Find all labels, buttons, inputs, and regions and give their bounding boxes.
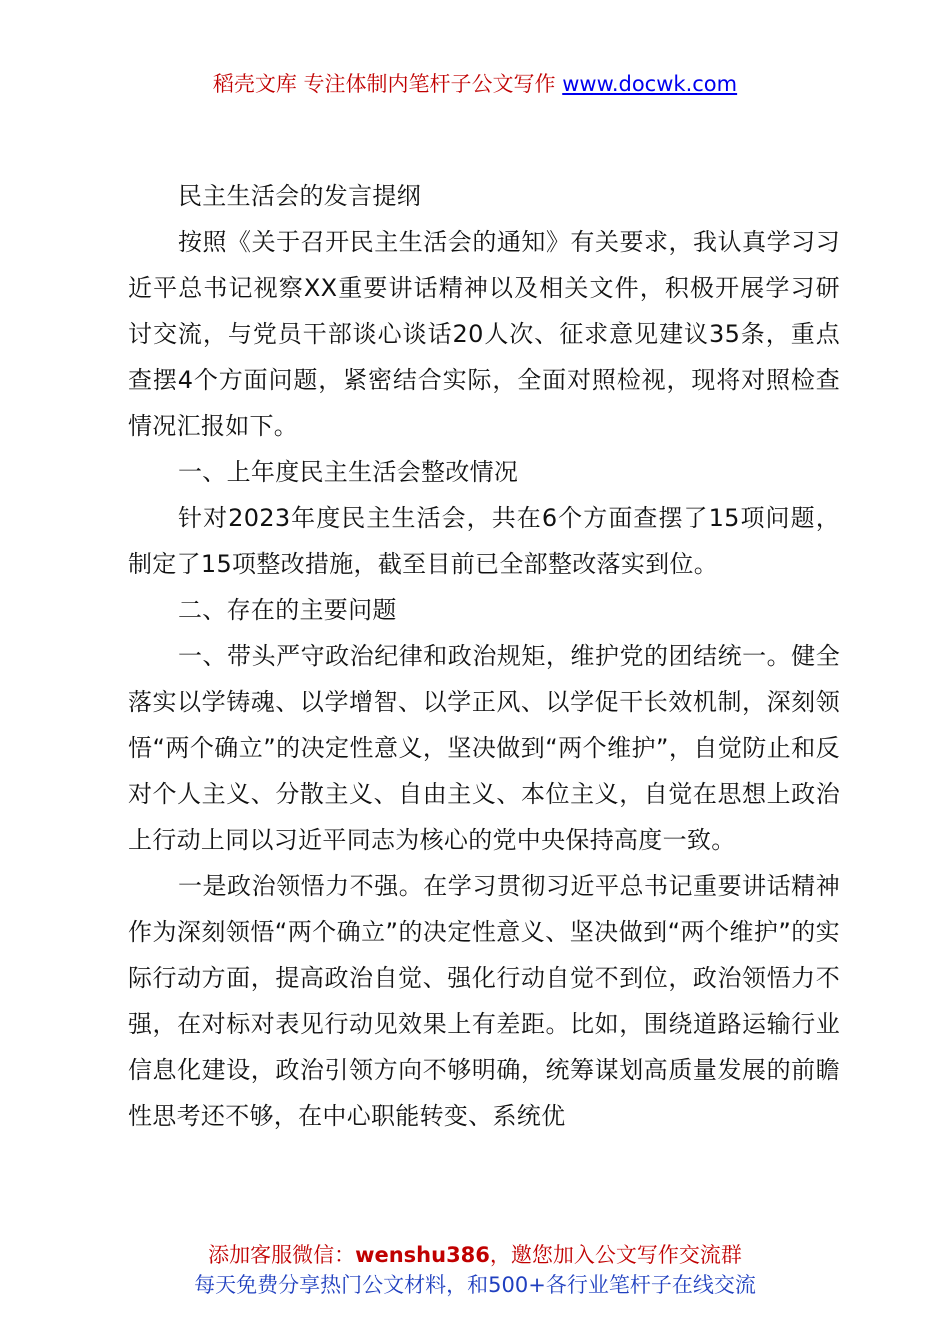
wechat-id: wenshu386 [355, 1243, 490, 1267]
page-footer [0, 1240, 950, 1300]
section-heading-2: 二、存在的主要问题 [178, 596, 397, 624]
document-title: 民主生活会的发言提纲 [178, 182, 421, 210]
header-brand-text: 稻壳文库 专注体制内笔杆子公文写作 [212, 72, 563, 96]
website-link[interactable]: www.docwk.com [562, 72, 738, 96]
document-body [128, 173, 840, 1139]
footer-line-1 [0, 1240, 950, 1270]
page-header [0, 70, 950, 98]
paragraph-intro: 按照《关于召开民主生活会的通知》有关要求，我认真学习习近平总书记视察XX重要讲话精神以及相关文件，积极开展学习研讨交流，与党员干部谈心谈话20人次、征求意见建议35条，重点查摆4个方面问题，紧密结合实际，全面对照检视，现将对照检查情况汇报如下。 [128, 228, 840, 440]
footer-wechat-suffix: ，邀您加入公文写作交流群 [489, 1243, 742, 1267]
paragraph-discipline: 一、带头严守政治纪律和政治规矩，维护党的团结统一。健全落实以学铸魂、以学增智、以学正风、以学促干长效机制，深刻领悟“两个确立”的决定性意义，坚决做到“两个维护”，自觉防止和反对个人主义、分散主义、自由主义、本位主义，自觉在思想上政治上行动上同以习近平同志为核心的党中央保持高度一致。 [128, 642, 840, 854]
paragraph-problem-1: 一是政治领悟力不强。在学习贯彻习近平总书记重要讲话精神作为深刻领悟“两个确立”的决定性意义、坚决做到“两个维护”的实际行动方面，提高政治自觉、强化行动自觉不到位，政治领悟力不强，在对标对表见行动见效果上有差距。比如，围绕道路运输行业信息化建设，政治引领方向不够明确，统筹谋划高质量发展的前瞻性思考还不够，在中心职能转变、系统优 [128, 872, 840, 1130]
footer-wechat-prefix: 添加客服微信： [208, 1243, 356, 1267]
paragraph-rectification: 针对2023年度民主生活会，共在6个方面查摆了15项问题，制定了15项整改措施，截至目前已全部整改落实到位。 [128, 504, 840, 578]
footer-line-2: 每天免费分享热门公文材料，和500+各行业笔杆子在线交流 [194, 1273, 756, 1297]
section-heading-1: 一、上年度民主生活会整改情况 [178, 458, 519, 486]
